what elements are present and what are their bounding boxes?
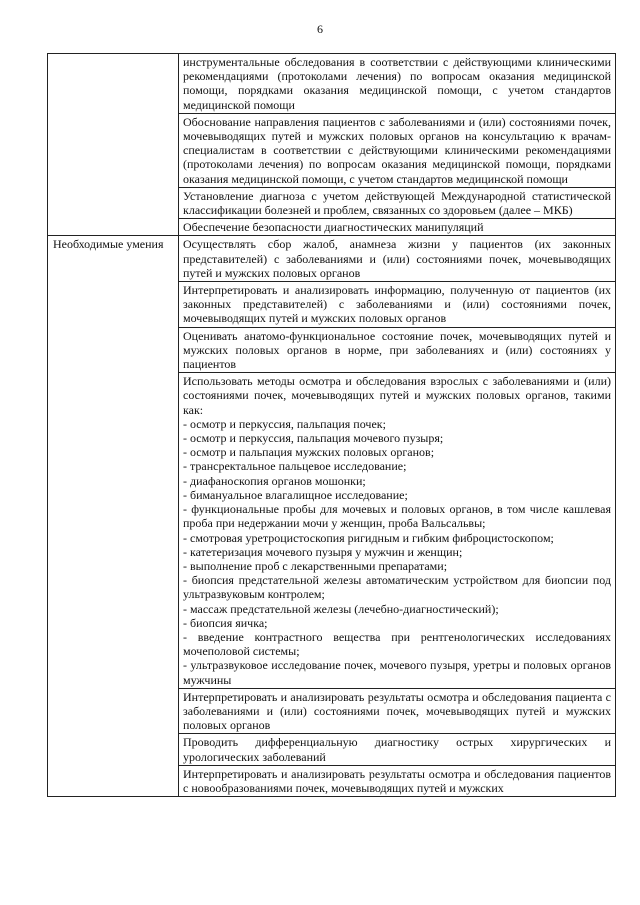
list-item: - введение контрастного вещества при рентгенологических исследованиях мочеполовой системы; bbox=[183, 629, 611, 659]
requirement-cell bbox=[179, 113, 616, 187]
competency-table bbox=[47, 53, 616, 797]
requirement-cell bbox=[179, 734, 616, 765]
table-row bbox=[48, 54, 616, 114]
list-item: - биопсия предстательной железы автоматическим устройством для биопсии под ультразвуковым контролем; bbox=[183, 573, 611, 602]
requirement-cell bbox=[179, 373, 616, 688]
list-item: - смотровая уретроцистоскопия ригидным и гибким фиброцистоскопом; bbox=[183, 530, 554, 545]
requirement-text: Осуществлять сбор жалоб, анамнеза жизни у пациентов (их законных представителей) с заболеваниями и (или) состояниями почек, мочевыводящих путей и мужских половых органов bbox=[183, 237, 611, 280]
list-item: - трансректальное пальцевое исследование; bbox=[183, 459, 407, 474]
requirement-cell bbox=[179, 327, 616, 373]
section-label: Необходимые умения bbox=[48, 236, 179, 797]
list-item: - биопсия яичка; bbox=[183, 615, 268, 630]
requirement-cell bbox=[179, 765, 616, 796]
requirement-text: Обеспечение безопасности диагностических манипуляций bbox=[183, 220, 484, 235]
requirement-cell bbox=[179, 236, 616, 282]
requirement-text: Интерпретировать и анализировать результаты осмотра и обследования пациентов с новообразованиями почек, мочевыводящих путей и мужских bbox=[183, 766, 611, 795]
list-item: - осмотр и перкуссия, пальпация мочевого пузыря; bbox=[183, 431, 444, 446]
page-number: 6 bbox=[317, 22, 323, 36]
list-item: - функциональные пробы для мочевых и половых органов, в том числе кашлевая проба при недержании мочи у женщин, проба Вальсальвы; bbox=[183, 502, 611, 531]
list-item: - диафаноскопия органов мошонки; bbox=[183, 473, 366, 488]
list-item: - осмотр и перкуссия, пальпация почек; bbox=[183, 416, 386, 431]
list-item: - осмотр и пальпация мужских половых органов; bbox=[183, 445, 435, 460]
requirement-cell bbox=[179, 219, 616, 236]
requirement-cell bbox=[179, 688, 616, 734]
section-label bbox=[48, 54, 179, 236]
list-item: - бимануальное влагалищное исследование; bbox=[183, 487, 408, 502]
requirement-text: Обоснование направления пациентов с заболеваниями и (или) состояниями почек, мочевыводящих путей и мужских половых органов на консультацию к врачам-специалистам в соответствии с действующими клиническими рекомендациями (протоколами лечения) по вопросам оказания медицинской помощи, порядками оказания медицинской помощи, с учетом стандартов медицинской помощи bbox=[183, 114, 611, 186]
list-item: - выполнение проб с лекарственными препаратами; bbox=[183, 558, 448, 573]
requirement-text: инструментальные обследования в соответствии с действующими клиническими рекомендациями (протоколами лечения) по вопросам оказания медицинской помощи, порядками оказания медицинской помощи, с учетом стандартов медицинской помощи bbox=[183, 55, 611, 112]
requirement-cell bbox=[179, 54, 616, 114]
requirement-text: Интерпретировать и анализировать информацию, полученную от пациентов (их законных представителей) с заболеваниями и (или) состояниями почек, мочевыводящих путей и мужских половых органов bbox=[183, 283, 611, 326]
list-item: - ультразвуковое исследование почек, мочевого пузыря, уретры и половых органов мужчины bbox=[183, 658, 611, 687]
requirement-cell bbox=[179, 187, 616, 218]
requirement-text: Интерпретировать и анализировать результаты осмотра и обследования пациента с заболеваниями и (или) состояниями почек, мочевыводящих путей и мужских половых органов bbox=[183, 689, 611, 733]
list-item: - катетеризация мочевого пузыря у мужчин и женщин; bbox=[183, 544, 463, 559]
requirement-text: Установление диагноза с учетом действующей Международной статистической классификации болезней и проблем, связанных со здоровьем (далее – МКБ) bbox=[183, 188, 611, 218]
table-row bbox=[48, 236, 616, 282]
requirement-text: Использовать методы осмотра и обследования взрослых с заболеваниями и (или) состояниями почек, мочевыводящих путей и мужских половых органов, такими как: bbox=[183, 374, 611, 417]
requirement-cell bbox=[179, 282, 616, 328]
requirement-text: Проводить дифференциальную диагностику острых хирургических и урологических заболеваний bbox=[183, 735, 611, 764]
list-item: - массаж предстательной железы (лечебно-диагностический); bbox=[183, 601, 499, 616]
requirement-text: Оценивать анатомо-функциональное состояние почек, мочевыводящих путей и мужских половых органов в норме, при заболеваниях и (или) состояниях у пациентов bbox=[183, 328, 611, 372]
